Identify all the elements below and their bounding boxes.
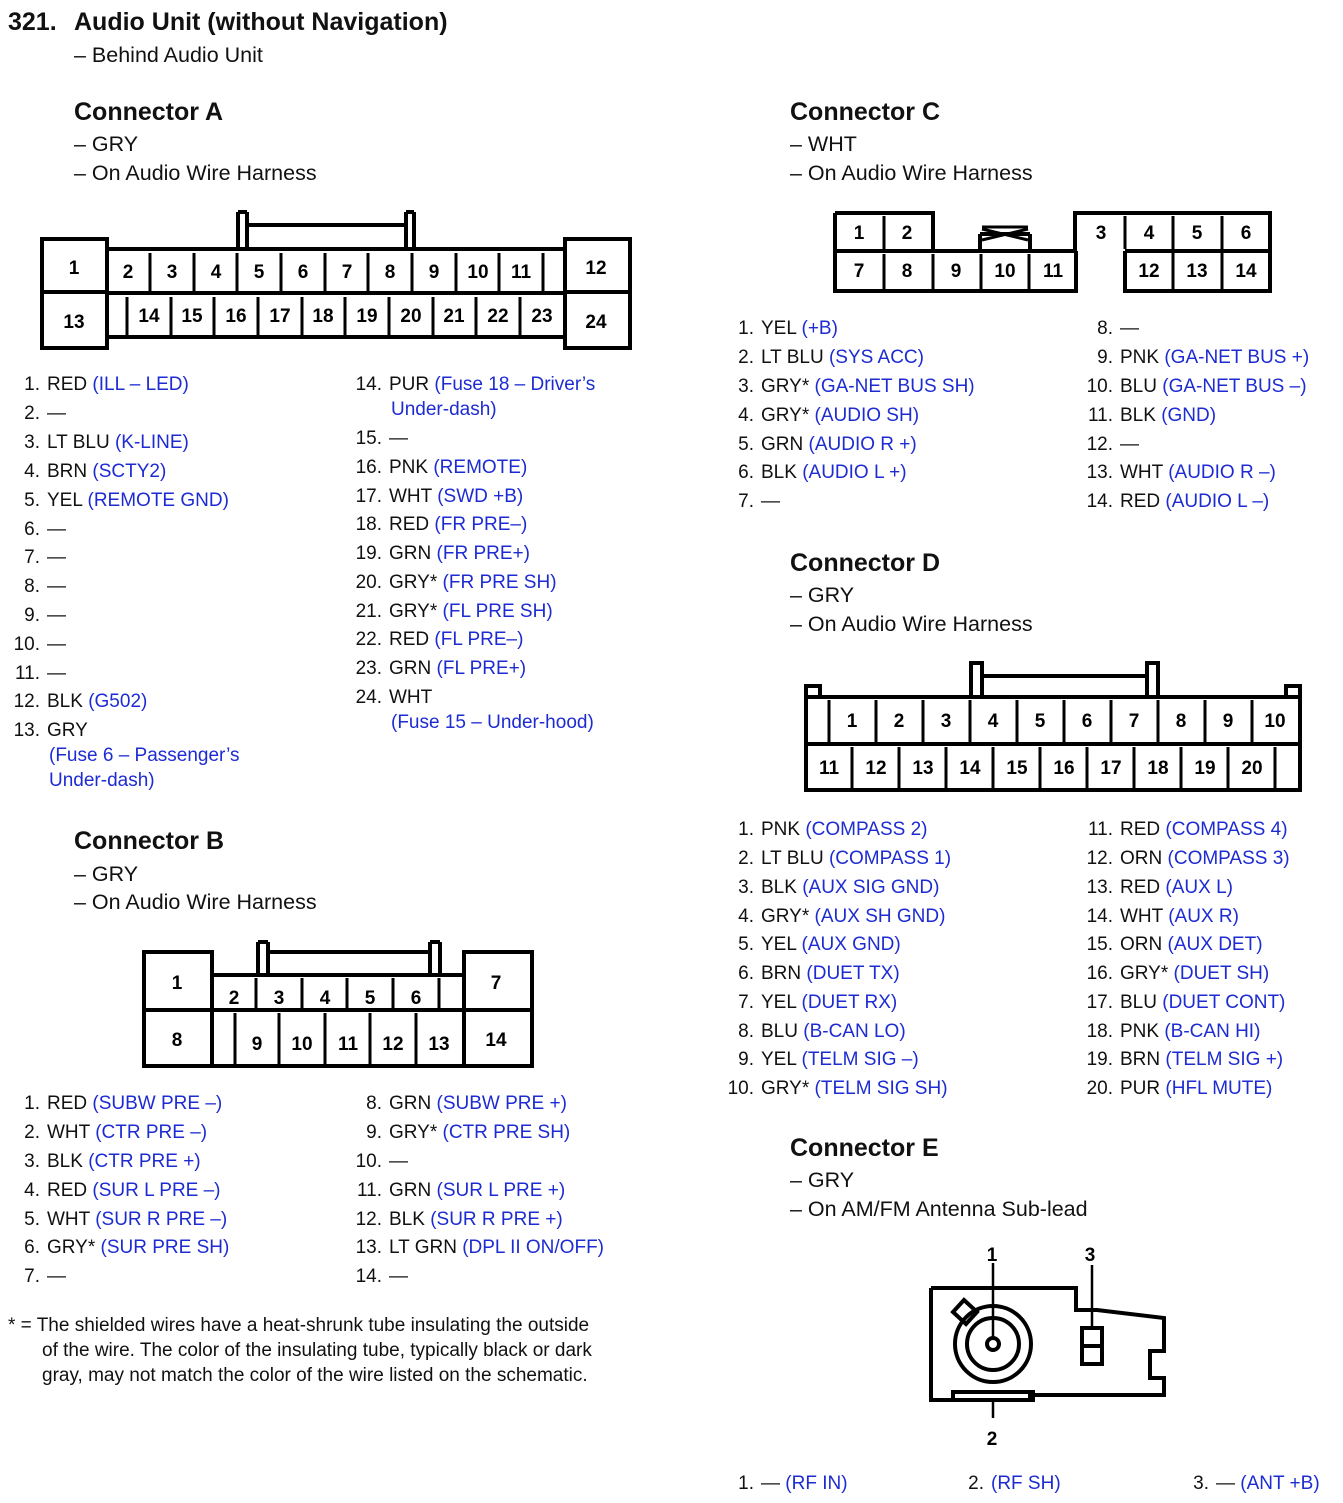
connector-a-cavity: 17 [269, 306, 291, 327]
pin-list-item: 6. BLK (AUDIO L +) [738, 462, 907, 483]
connector-d-cavity: 13 [912, 758, 934, 779]
connector-d-cavity: 2 [893, 711, 905, 732]
pin-list-item: 6. — [24, 519, 66, 540]
connector-c-cavity: 12 [1138, 261, 1160, 282]
connector-a-cavity: 24 [585, 312, 607, 333]
pin-list-item: 7. YEL (DUET RX) [738, 992, 898, 1013]
connector-c-cavity: 11 [1042, 261, 1064, 282]
pin-list-item: 5. GRN (AUDIO R +) [738, 434, 917, 455]
pin-list-item: 12. — [1086, 434, 1139, 455]
connector-a-cavity: 16 [225, 306, 247, 327]
pin-list-item: 6. GRY* (SUR PRE SH) [24, 1237, 230, 1258]
connector-a-cavity: 5 [253, 262, 265, 283]
connector-d-cavity: 15 [1006, 758, 1028, 779]
pin-list-item: 12. BLK (SUR R PRE +) [355, 1209, 563, 1230]
connector-d-cavity: 7 [1128, 711, 1140, 732]
pin-list-item: 1. YEL (+B) [738, 318, 838, 339]
pin-list-item: 16. PNK (REMOTE) [355, 457, 528, 478]
connector-d-heading: Connector D [790, 549, 940, 577]
connector-b-cavity: 12 [382, 1034, 404, 1055]
pin-list-item: 22. RED (FL PRE–) [355, 629, 524, 650]
connector-d-cavity: 5 [1034, 711, 1046, 732]
pin-list-item: 1. — (RF IN) [738, 1473, 848, 1494]
pin-list-item: 2. (RF SH) [968, 1473, 1061, 1494]
connector-a-cavity: 4 [210, 262, 222, 283]
pin-list-item: 14. WHT (AUX R) [1086, 906, 1239, 927]
section-number: 321. [8, 8, 57, 36]
connector-a-cavity: 15 [181, 306, 203, 327]
connector-c-cavity: 3 [1095, 223, 1107, 244]
connector-e-terminal-label: 2 [986, 1429, 998, 1450]
pin-list-item: 18. RED (FR PRE–) [355, 514, 528, 535]
pin-list-item: 2. LT BLU (SYS ACC) [738, 347, 924, 368]
pin-list-item: 7. — [24, 1266, 66, 1287]
pin-list-item: 15. ORN (AUX DET) [1086, 934, 1263, 955]
connector-d-cavity: 18 [1147, 758, 1169, 779]
pin-list-item: 21. GRY* (FL PRE SH) [355, 601, 553, 622]
connector-b-diagram [0, 930, 600, 1075]
connector-a-cavity: 23 [531, 306, 553, 327]
connector-d-cavity: 8 [1175, 711, 1187, 732]
pin-list-item: 8. BLU (B-CAN LO) [738, 1021, 906, 1042]
pin-list-item: 2. LT BLU (COMPASS 1) [738, 848, 952, 869]
pin-list-item: 6. BRN (DUET TX) [738, 963, 900, 984]
connector-a-cavity: 1 [68, 258, 80, 279]
connector-c-cavity: 4 [1143, 223, 1155, 244]
pin-list-item: 7. — [738, 491, 780, 512]
connector-a-cavity: 20 [400, 306, 422, 327]
connector-b-cavity: 3 [273, 988, 285, 1009]
pin-list-item: 13. WHT (AUDIO R –) [1086, 462, 1276, 483]
connector-d-cavity: 19 [1194, 758, 1216, 779]
connector-d-cavity: 12 [865, 758, 887, 779]
footnote-line: * = The shielded wires have a heat-shrunk tube insulating the outside [8, 1315, 590, 1336]
connector-d-cavity: 4 [987, 711, 999, 732]
connector-e-heading: Connector E [790, 1134, 939, 1162]
connector-b-cavity: 7 [490, 973, 502, 994]
connector-c-color: – WHT [790, 132, 857, 156]
pin-list-item: 4. GRY* (AUX SH GND) [738, 906, 946, 927]
connector-e-terminal-label: 3 [1084, 1245, 1096, 1266]
pin-list-item: 10. GRY* (TELM SIG SH) [727, 1078, 948, 1099]
connector-d-color: – GRY [790, 583, 855, 607]
pin-list-item: 3. GRY* (GA-NET BUS SH) [738, 376, 975, 397]
pin-list-item: 14. PUR (Fuse 18 – Driver’s Under-dash) [355, 374, 596, 420]
connector-c-cavity: 1 [853, 223, 865, 244]
connector-d-diagram [790, 650, 1320, 800]
connector-c-cavity: 14 [1235, 261, 1257, 282]
pin-list-item: 12. BLK (G502) [13, 691, 148, 712]
connector-d-cavity: 16 [1053, 758, 1075, 779]
pin-list-item: 7. — [24, 547, 66, 568]
pin-list-item: 1. RED (SUBW PRE –) [24, 1093, 223, 1114]
pin-list-item: 11. BLK (GND) [1087, 405, 1217, 426]
pin-list-item: 9. — [24, 605, 66, 626]
connector-b-cavity: 6 [410, 988, 422, 1009]
pin-list-item: 24. WHT (Fuse 15 – Under-hood) [355, 687, 594, 733]
connector-c-diagram [800, 200, 1300, 300]
connector-c-cavity: 2 [901, 223, 913, 244]
footnote-line: of the wire. The color of the insulating tube, typically black or dark [42, 1340, 592, 1361]
connector-d-cavity: 6 [1081, 711, 1093, 732]
connector-d-cavity: 17 [1100, 758, 1122, 779]
connector-d-cavity: 9 [1222, 711, 1234, 732]
pin-list-item: 10. — [13, 634, 66, 655]
pin-list-item: 13. RED (AUX L) [1086, 877, 1233, 898]
connector-b-cavity: 1 [171, 973, 183, 994]
connector-a-cavity: 19 [356, 306, 378, 327]
connector-b-heading: Connector B [74, 827, 224, 855]
pin-list-item: 3. BLK (AUX SIG GND) [738, 877, 940, 898]
connector-a-cavity: 3 [166, 262, 178, 283]
pin-list-item: 8. — [1097, 318, 1139, 339]
page-title: Audio Unit (without Navigation) [74, 8, 448, 36]
connector-a-cavity: 13 [63, 312, 85, 333]
connector-c-cavity: 5 [1191, 223, 1203, 244]
pin-list-item: 9. PNK (GA-NET BUS +) [1097, 347, 1310, 368]
pin-list-item: 15. — [355, 428, 408, 449]
connector-a-cavity: 7 [341, 262, 353, 283]
connector-b-cavity: 5 [364, 988, 376, 1009]
connector-c-cavity: 8 [901, 261, 913, 282]
connector-c-cavity: 6 [1240, 223, 1252, 244]
connector-d-cavity: 14 [959, 758, 981, 779]
connector-c-cavity: 13 [1186, 261, 1208, 282]
pin-list-item: 9. GRY* (CTR PRE SH) [366, 1122, 571, 1143]
pin-list-item: 19. BRN (TELM SIG +) [1086, 1049, 1284, 1070]
pin-list-item: 13. GRY (Fuse 6 – Passenger’s Under-dash) [13, 720, 240, 791]
pin-list-item: 3. BLK (CTR PRE +) [24, 1151, 201, 1172]
connector-a-cavity: 18 [312, 306, 334, 327]
connector-a-cavity: 11 [510, 262, 532, 283]
connector-a-cavity: 6 [297, 262, 309, 283]
connector-d-cavity: 3 [940, 711, 952, 732]
pin-list-item: 23. GRN (FL PRE+) [355, 658, 527, 679]
connector-b-cavity: 4 [319, 988, 331, 1009]
connector-b-cavity: 2 [228, 988, 240, 1009]
pin-list-item: 1. RED (ILL – LED) [24, 374, 189, 395]
connector-a-heading: Connector A [74, 98, 224, 126]
pin-list-item: 9. YEL (TELM SIG –) [738, 1049, 919, 1070]
connector-c-cavity: 10 [994, 261, 1016, 282]
pin-list-item: 20. GRY* (FR PRE SH) [355, 572, 557, 593]
connector-a-cavity: 10 [467, 262, 489, 283]
pin-list-item: 2. WHT (CTR PRE –) [24, 1122, 208, 1143]
connector-a-cavity: 22 [487, 306, 509, 327]
pin-list-item: 11. — [14, 663, 66, 684]
pin-list-item: 4. BRN (SCTY2) [24, 461, 167, 482]
connector-a-cavity: 12 [585, 258, 607, 279]
connector-e-terminal-label: 1 [986, 1245, 998, 1266]
pin-list-item: 5. WHT (SUR R PRE –) [24, 1209, 228, 1230]
pin-list-item: 16. GRY* (DUET SH) [1086, 963, 1270, 984]
pin-list-item: 4. RED (SUR L PRE –) [24, 1180, 221, 1201]
connector-d-cavity: 1 [846, 711, 858, 732]
connector-b-location: – On Audio Wire Harness [74, 890, 317, 914]
pin-list-item: 17. BLU (DUET CONT) [1086, 992, 1286, 1013]
connector-e-color: – GRY [790, 1168, 855, 1192]
pin-list-item: 19. GRN (FR PRE+) [355, 543, 530, 564]
connector-a-cavity: 2 [122, 262, 134, 283]
pin-list-item: 8. — [24, 576, 66, 597]
connector-a-location: – On Audio Wire Harness [74, 161, 317, 185]
connector-b-cavity: 14 [485, 1030, 507, 1051]
connector-c-cavity: 9 [950, 261, 962, 282]
pin-list-item: 11. GRN (SUR L PRE +) [356, 1180, 566, 1201]
connector-d-cavity: 11 [818, 758, 840, 779]
footnote-line: gray, may not match the color of the wire listed on the schematic. [42, 1365, 588, 1386]
connector-d-cavity: 10 [1264, 711, 1286, 732]
pin-list-item: 10. — [355, 1151, 408, 1172]
pin-list-item: 3. LT BLU (K-LINE) [24, 432, 189, 453]
pin-list-item: 5. YEL (REMOTE GND) [24, 490, 229, 511]
connector-b-color: – GRY [74, 862, 139, 886]
pin-list-item: 11. RED (COMPASS 4) [1087, 819, 1288, 840]
pin-list-item: 14. RED (AUDIO L –) [1086, 491, 1270, 512]
pin-list-item: 10. BLU (GA-NET BUS –) [1086, 376, 1307, 397]
page-subtitle: – Behind Audio Unit [74, 43, 263, 67]
pin-list-item: 1. PNK (COMPASS 2) [738, 819, 928, 840]
connector-a-cavity: 14 [138, 306, 160, 327]
pin-list-item: 5. YEL (AUX GND) [738, 934, 901, 955]
connector-b-cavity: 11 [337, 1034, 359, 1055]
pin-list-item: 4. GRY* (AUDIO SH) [738, 405, 920, 426]
pin-list-item: 13. LT GRN (DPL II ON/OFF) [355, 1237, 604, 1258]
connector-a-cavity: 8 [384, 262, 396, 283]
connector-a-color: – GRY [74, 132, 139, 156]
connector-e-location: – On AM/FM Antenna Sub-lead [790, 1197, 1088, 1221]
connector-c-location: – On Audio Wire Harness [790, 161, 1033, 185]
connector-b-cavity: 10 [291, 1034, 313, 1055]
connector-b-cavity: 8 [171, 1030, 183, 1051]
connector-a-diagram [0, 0, 700, 360]
pin-list-item: 12. ORN (COMPASS 3) [1086, 848, 1290, 869]
connector-a-cavity: 21 [443, 306, 465, 327]
connector-b-cavity: 9 [251, 1034, 263, 1055]
connector-a-cavity: 9 [428, 262, 440, 283]
footnote [8, 1313, 592, 1388]
pin-list-item: 18. PNK (B-CAN HI) [1086, 1021, 1261, 1042]
connector-c-cavity: 7 [853, 261, 865, 282]
pin-list-item: 3. — (ANT +B) [1193, 1473, 1320, 1494]
pin-list-item: 20. PUR (HFL MUTE) [1086, 1078, 1273, 1099]
pin-list-item: 2. — [24, 403, 66, 424]
connector-e-diagram [900, 1240, 1200, 1455]
connector-d-location: – On Audio Wire Harness [790, 612, 1033, 636]
connector-b-cavity: 13 [428, 1034, 450, 1055]
pin-list-item: 17. WHT (SWD +B) [355, 486, 524, 507]
connector-c-heading: Connector C [790, 98, 940, 126]
connector-d-cavity: 20 [1241, 758, 1263, 779]
pin-list-item: 14. — [355, 1266, 408, 1287]
pin-list-item: 8. GRN (SUBW PRE +) [366, 1093, 567, 1114]
